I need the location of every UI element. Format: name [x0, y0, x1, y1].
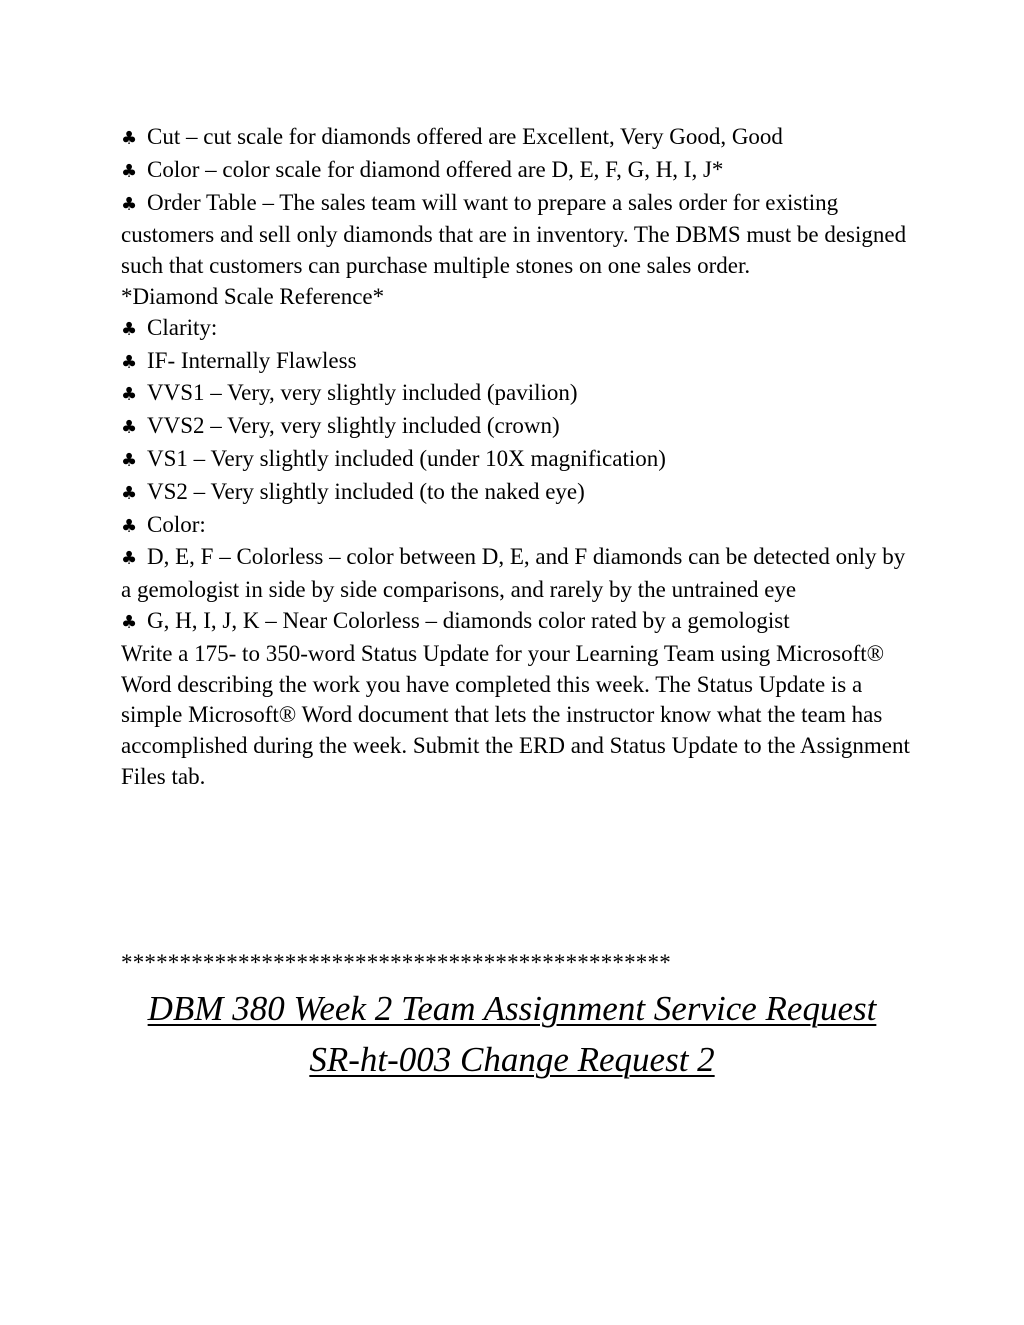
document-body [121, 122, 911, 793]
para-colorless [121, 542, 911, 606]
para-text: D, E, F – Colorless – color between D, E, and F diamonds can be detected only by a gemologist in side by side comparisons, and rarely by the untrained eye [121, 544, 906, 603]
club-icon: ♣ [121, 515, 138, 537]
club-icon: ♣ [121, 482, 138, 504]
line-text: *Diamond Scale Reference* [121, 283, 385, 309]
club-icon: ♣ [121, 384, 138, 406]
club-icon: ♣ [121, 160, 138, 182]
separator-stars: *********************************************** [121, 950, 671, 975]
club-icon: ♣ [121, 611, 138, 633]
line-if [121, 346, 911, 379]
club-icon: ♣ [121, 351, 138, 373]
line-text: VVS2 – Very, very slightly included (crown) [147, 413, 560, 439]
club-icon: ♣ [121, 548, 138, 570]
line-vs2 [121, 477, 911, 510]
line-color [121, 510, 911, 543]
para-text: Order Table – The sales team will want to prepare a sales order for existing customers and sell only diamonds that are in inventory. The DBMS must be designed such that customers can purchase multiple stones on one sales order. [121, 189, 907, 279]
line-vvs2 [121, 411, 911, 444]
line-text: Clarity: [147, 314, 218, 340]
club-icon: ♣ [121, 449, 138, 471]
line-text: Cut – cut scale for diamonds offered are Excellent, Very Good, Good [147, 124, 783, 149]
para-order-table [121, 188, 911, 282]
line-text: VVS1 – Very, very slightly included (pavilion) [147, 380, 578, 406]
line-text: Color: [147, 511, 206, 537]
page-heading: DBM 380 Week 2 Team Assignment Service Request SR-ht-003 Change Request 2 [147, 989, 877, 1079]
line-scale-reference [121, 282, 911, 313]
line-text: Color – color scale for diamond offered are D, E, F, G, H, I, J* [147, 156, 724, 182]
line-cut [121, 122, 911, 155]
club-icon: ♣ [121, 318, 138, 340]
line-text: IF- Internally Flawless [147, 347, 357, 373]
line-color-scale [121, 155, 911, 188]
club-icon: ♣ [121, 417, 138, 439]
para-instructions: Write a 175- to 350-word Status Update for your Learning Team using Microsoft® Word describing the work you have completed this week. The Status Update is a simple Microsoft® Word document that lets the instructor know what the team has accomplished during the week. Submit the ERD and Status Update to the Assignment Files tab. [121, 640, 910, 789]
line-vvs1 [121, 378, 911, 411]
line-text: VS1 – Very slightly included (under 10X magnification) [147, 445, 666, 471]
club-icon: ♣ [121, 193, 138, 215]
line-clarity [121, 313, 911, 346]
line-text: G, H, I, J, K – Near Colorless – diamonds color rated by a gemologist [147, 607, 790, 633]
line-near-colorless [121, 606, 911, 639]
club-icon: ♣ [121, 128, 138, 149]
line-text: VS2 – Very slightly included (to the naked eye) [147, 478, 585, 504]
line-vs1 [121, 444, 911, 477]
